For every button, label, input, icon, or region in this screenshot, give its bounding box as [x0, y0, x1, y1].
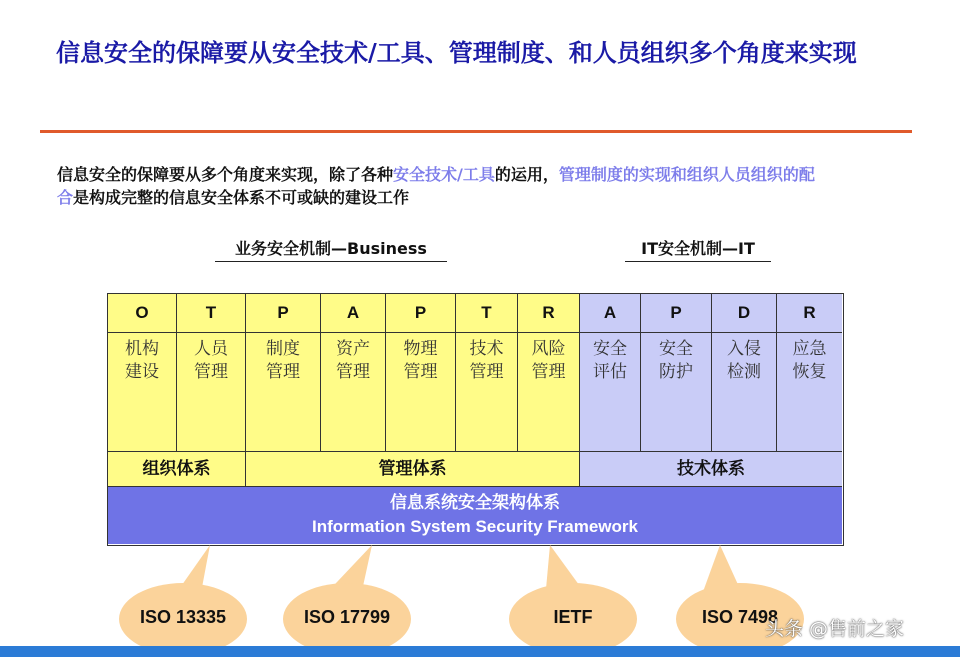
callout-label-iso-17799: ISO 17799	[303, 607, 391, 627]
intro-paragraph	[57, 163, 817, 209]
intro-text-3: 是构成完整的信息安全体系不可或缺的建设工作	[73, 188, 410, 207]
column-letter: A	[321, 294, 385, 333]
column-r-risk	[518, 294, 580, 451]
column-p-policy	[246, 294, 321, 451]
intro-highlight-management: 管理制度的实现和组织人员组织的配合	[57, 165, 815, 207]
column-desc: 安全 评估	[593, 339, 627, 382]
column-t-technical	[456, 294, 518, 451]
column-t-personnel	[177, 294, 246, 451]
title-divider	[40, 130, 912, 133]
framework-title-cn: 信息系统安全架构体系	[390, 493, 560, 513]
intro-text-2: 的运用，	[494, 165, 559, 184]
column-o-organization	[108, 294, 177, 451]
column-desc: 机构 建设	[125, 339, 159, 382]
callout-iso-13335	[119, 545, 247, 655]
column-desc: 技术 管理	[469, 339, 504, 382]
column-a-assessment	[580, 294, 641, 451]
column-a-asset	[321, 294, 386, 451]
callout-ietf	[509, 545, 637, 655]
column-letter: D	[712, 294, 776, 333]
column-letter: P	[386, 294, 455, 333]
technology-system-band: 技术体系	[580, 451, 842, 486]
column-letter: A	[580, 294, 640, 333]
column-desc: 物理 管理	[403, 339, 438, 382]
column-letter: P	[641, 294, 711, 333]
callout-label-iso-7498: ISO 7498	[701, 607, 779, 627]
column-desc: 制度 管理	[266, 339, 300, 382]
column-desc: 人员 管理	[194, 339, 228, 382]
column-desc: 资产 管理	[336, 339, 370, 382]
management-system-band: 管理体系	[246, 451, 580, 486]
column-desc: 安全 防护	[659, 339, 693, 382]
column-letter: R	[777, 294, 842, 333]
security-framework-banner	[108, 486, 842, 544]
column-letter: P	[246, 294, 320, 333]
watermark-text: 头条 @售前之家	[765, 618, 905, 640]
security-framework-table	[107, 293, 844, 546]
column-desc: 应急 恢复	[792, 339, 827, 382]
column-r-recovery	[777, 294, 842, 451]
column-letter: T	[456, 294, 517, 333]
it-mechanism-label: IT安全机制—IT	[625, 238, 771, 262]
callout-label-ietf: IETF	[553, 607, 593, 627]
column-p-protection	[641, 294, 712, 451]
intro-text-1: 信息安全的保障要从多个角度来实现，除了各种	[57, 165, 394, 184]
page-title: 信息安全的保障要从安全技术/工具、管理制度、和人员组织多个角度来实现	[56, 38, 857, 67]
column-p-physical	[386, 294, 456, 451]
bottom-accent-bar	[0, 646, 960, 657]
column-desc: 风险 管理	[531, 339, 566, 382]
framework-title-en: Information System Security Framework	[312, 517, 638, 536]
column-letter: T	[177, 294, 245, 333]
column-letter: O	[108, 294, 176, 333]
business-mechanism-label: 业务安全机制—Business	[215, 238, 447, 262]
column-d-detection	[712, 294, 777, 451]
organization-system-band: 组织体系	[108, 451, 246, 486]
column-letter: R	[518, 294, 579, 333]
intro-highlight-tools: 安全技术/工具	[393, 165, 495, 184]
column-desc: 入侵 检测	[727, 339, 761, 382]
callout-iso-17799	[283, 545, 411, 655]
callout-label-iso-13335: ISO 13335	[139, 607, 227, 627]
